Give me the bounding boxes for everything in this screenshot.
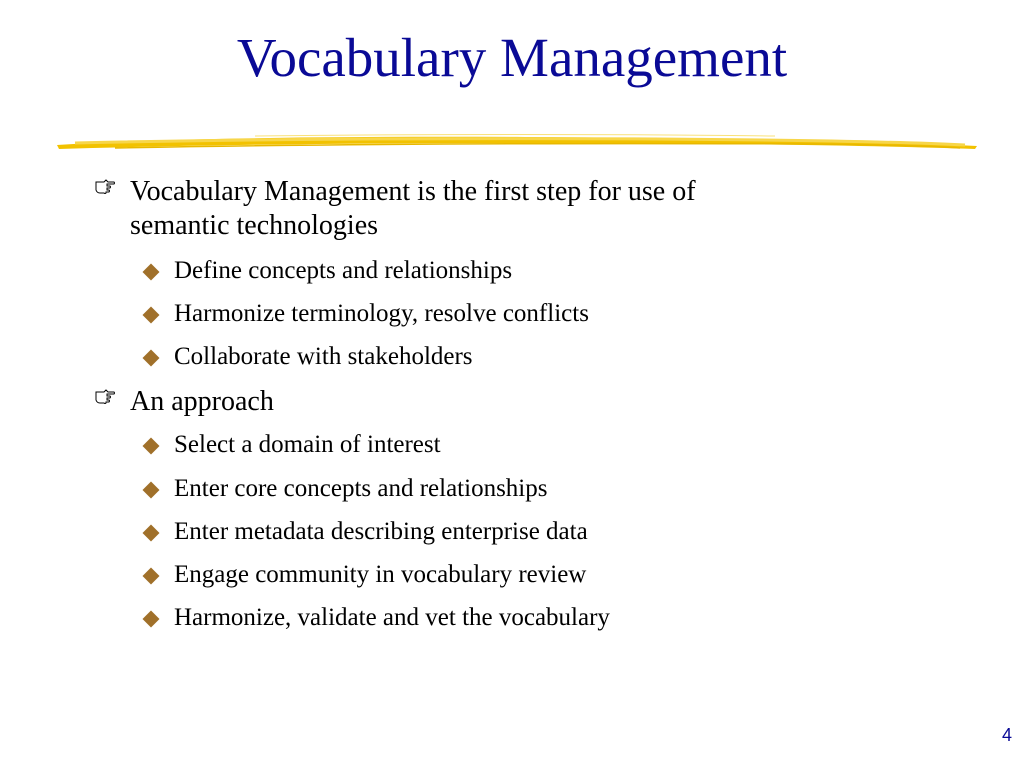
sub-bullet-text: Collaborate with stakeholders [174,343,473,370]
diamond-icon [143,525,160,542]
sub-bullet-item [174,342,874,372]
diamond-icon [143,307,160,324]
slide-title: Vocabulary Management [236,27,788,88]
bullet-item [130,175,850,243]
sub-bullet-item [174,430,874,460]
bullet-text-line2: semantic technologies [130,210,379,241]
sub-bullet-item [174,517,874,547]
sub-bullet-item [174,474,874,504]
bullet-text-line1: Vocabulary Management is the first step for use of [130,176,696,207]
pointing-hand-icon [94,386,116,408]
bullet-text: An approach [130,386,274,417]
sub-bullet-text: Select a domain of interest [174,431,441,458]
diamond-icon [143,438,160,455]
bullet-item [130,385,850,419]
sub-bullet-text: Engage community in vocabulary review [174,561,587,588]
page-number: 4 [1001,725,1012,745]
pointing-hand-icon [94,176,116,198]
sub-bullet-text: Harmonize, validate and vet the vocabulary [174,604,610,631]
diamond-icon [143,568,160,585]
diamond-icon [143,611,160,628]
sub-bullet-text: Enter core concepts and relationships [174,475,548,502]
sub-bullet-item [174,603,874,633]
sub-bullet-text: Define concepts and relationships [174,257,513,284]
sub-bullet-item [174,299,874,329]
diamond-icon [143,350,160,367]
diamond-icon [143,264,160,281]
sub-bullet-item [174,560,874,590]
sub-bullet-item [174,256,874,286]
sub-bullet-text: Enter metadata describing enterprise data [174,518,588,545]
sub-bullet-text: Harmonize terminology, resolve conflicts [174,300,589,327]
diamond-icon [143,482,160,499]
